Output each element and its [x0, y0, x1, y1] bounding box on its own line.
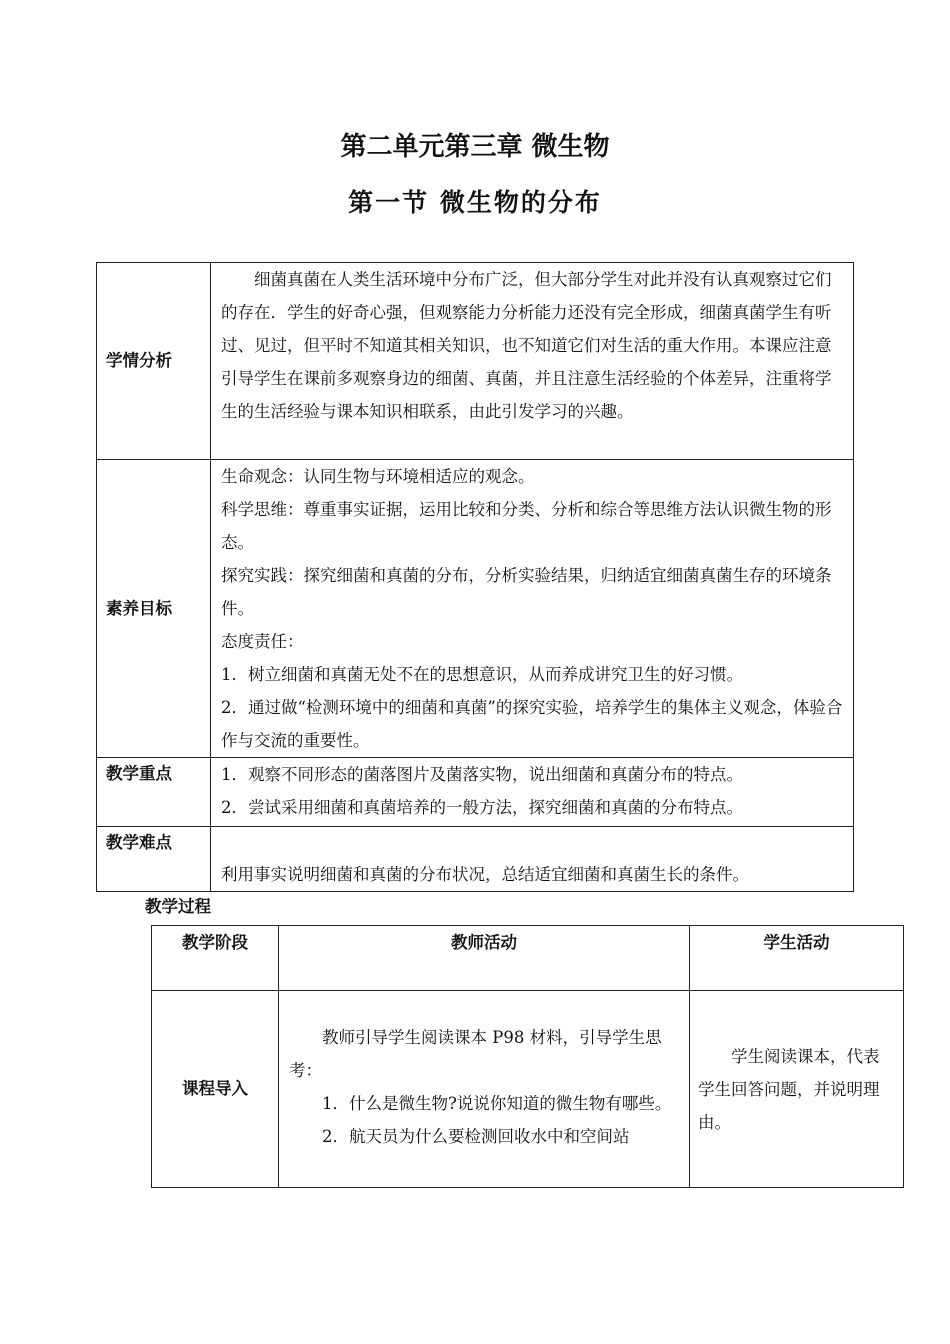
process-heading: 教学过程: [145, 897, 211, 916]
student-cell: [690, 991, 904, 1188]
row-content: [211, 263, 854, 460]
table-row: [97, 758, 854, 827]
teacher-cell: [279, 991, 690, 1188]
paragraph: 态度责任：: [221, 632, 304, 651]
row-label: 教学重点: [97, 758, 211, 827]
paragraph: 2．航天员为什么要检测回收水中和空间站: [322, 1127, 630, 1146]
table-row: [97, 460, 854, 758]
row-label: 素养目标: [97, 460, 211, 758]
paragraph: 探究实践：探究细菌和真菌的分布，分析实验结果，归纳适宜细菌真菌生存的环境条件。: [221, 566, 832, 618]
document-title: 第二单元第三章 微生物: [340, 132, 610, 162]
row-label: 教学难点: [97, 827, 211, 892]
row-label: 学情分析: [97, 263, 211, 460]
paragraph: 2．通过做“检测环境中的细菌和真菌”的探究实验，培养学生的集体主义观念，体验合作与交流的重要性。: [221, 698, 843, 750]
paragraph: 教师引导学生阅读课本 P98 材料，引导学生思考：: [289, 1028, 662, 1080]
header-teacher: 教师活动: [279, 926, 690, 991]
row-content: [211, 827, 854, 892]
paragraph: 1．树立细菌和真菌无处不在的思想意识，从而养成讲究卫生的好习惯。: [221, 665, 743, 684]
row-content: [211, 460, 854, 758]
table-row: [97, 263, 854, 460]
paragraph: 利用事实说明细菌和真菌的分布状况，总结适宜细菌和真菌生长的条件。: [221, 865, 749, 884]
paragraph: 2．尝试采用细菌和真菌培养的一般方法，探究细菌和真菌的分布特点。: [221, 798, 743, 817]
table-row: [97, 827, 854, 892]
stage-cell: 课程导入: [152, 991, 279, 1188]
header-stage: 教学阶段: [152, 926, 279, 991]
paragraph: 学生阅读课本，代表学生回答问题，并说明理由。: [698, 1046, 880, 1132]
process-table: [151, 925, 904, 1188]
paragraph: 1．什么是微生物?说说你知道的微生物有哪些。: [322, 1094, 672, 1113]
table-header-row: [152, 926, 904, 991]
header-student: 学生活动: [690, 926, 904, 991]
paragraph: 细菌真菌在人类生活环境中分布广泛，但大部分学生对此并没有认真观察过它们的存在．学生的好奇心强，但观察能力分析能力还没有完全形成，细菌真菌学生有听过、见过，但平时不知道其相关知识，也不知道它们对生活的重大作用。本课应注意引导学生在课前多观察身边的细菌、真菌，并且注意生活经验的个体差异，注重将学生的生活经验与课本知识相联系，由此引发学习的兴趣。: [221, 270, 832, 421]
row-content: [211, 758, 854, 827]
table-row: [152, 991, 904, 1188]
paragraph: 生命观念：认同生物与环境相适应的观念。: [221, 467, 535, 486]
paragraph: 科学思维：尊重事实证据，运用比较和分类、分析和综合等思维方法认识微生物的形态。: [221, 500, 832, 552]
section-title: 第一节 微生物的分布: [348, 188, 602, 217]
paragraph: 1．观察不同形态的菌落图片及菌落实物，说出细菌和真菌分布的特点。: [221, 765, 743, 784]
overview-table: [96, 262, 854, 892]
